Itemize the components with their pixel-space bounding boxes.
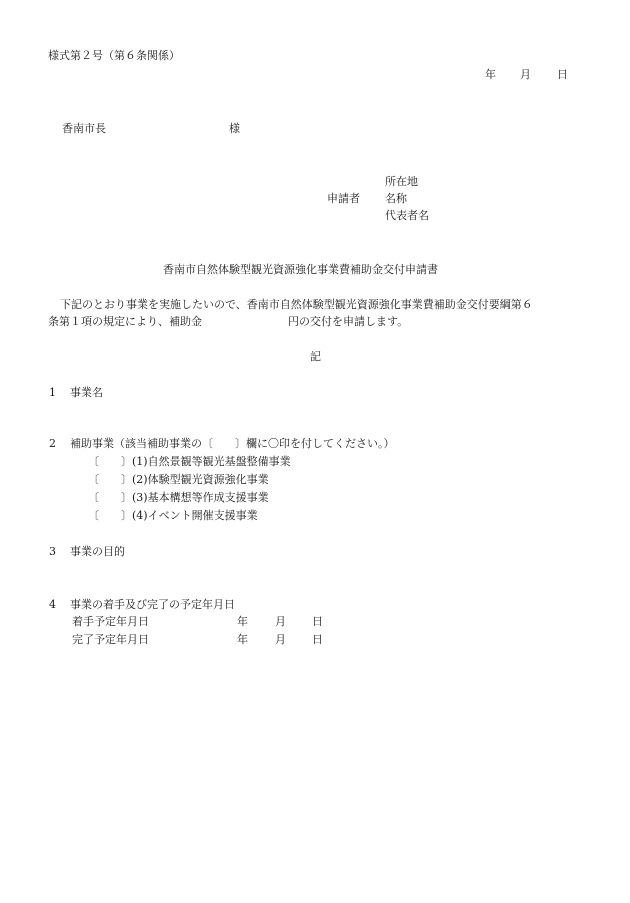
end-date-year: 年 [237,633,248,646]
applicant-name-label: 名称 [385,192,407,205]
addressee-honorific: 様 [229,122,240,135]
document-title: 香南市自然体験型観光資源強化事業費補助金交付申請書 [163,263,438,276]
start-date-label: 着手予定年月日 [72,615,149,628]
section-2-number: 2 [49,437,56,450]
end-date-day: 日 [312,633,323,646]
section-1-number: 1 [49,386,56,399]
addressee-name: 香南市長 [62,122,106,135]
section-3-label: 事業の目的 [70,545,125,558]
option-1: 〔 〕(1)自然景観等観光基盤整備事業 [88,455,291,468]
date-month: 月 [520,68,531,81]
body-line-2-post: 円の交付を申請します。 [288,315,409,328]
option-3: 〔 〕(3)基本構想等作成支援事業 [88,491,269,504]
applicant-address-label: 所在地 [385,175,418,188]
date-year: 年 [485,68,496,81]
section-2-label: 補助事業（該当補助事業の〔 〕欄に〇印を付してください。） [70,437,395,450]
end-date-month: 月 [275,633,286,646]
form-number: 様式第２号（第６条関係） [48,49,180,62]
section-4-number: 4 [49,598,56,611]
date-day: 日 [557,68,568,81]
option-4: 〔 〕(4)イベント開催支援事業 [88,509,258,522]
start-date-day: 日 [312,615,323,628]
applicant-label: 申請者 [327,192,360,205]
section-3-number: 3 [49,545,56,558]
option-2: 〔 〕(2)体験型観光資源強化事業 [88,473,269,486]
applicant-representative-label: 代表者名 [385,209,429,222]
start-date-month: 月 [275,615,286,628]
ki-heading: 記 [310,350,321,363]
section-4-label: 事業の着手及び完了の予定年月日 [70,598,235,611]
end-date-label: 完了予定年月日 [72,633,149,646]
section-1-label: 事業名 [70,386,103,399]
body-line-1: 下記のとおり事業を実施したいので、香南市自然体験型観光資源強化事業費補助金交付要綱第６ [60,298,533,311]
start-date-year: 年 [237,615,248,628]
body-line-2-pre: 条第１項の規定により、補助金 [48,315,202,328]
